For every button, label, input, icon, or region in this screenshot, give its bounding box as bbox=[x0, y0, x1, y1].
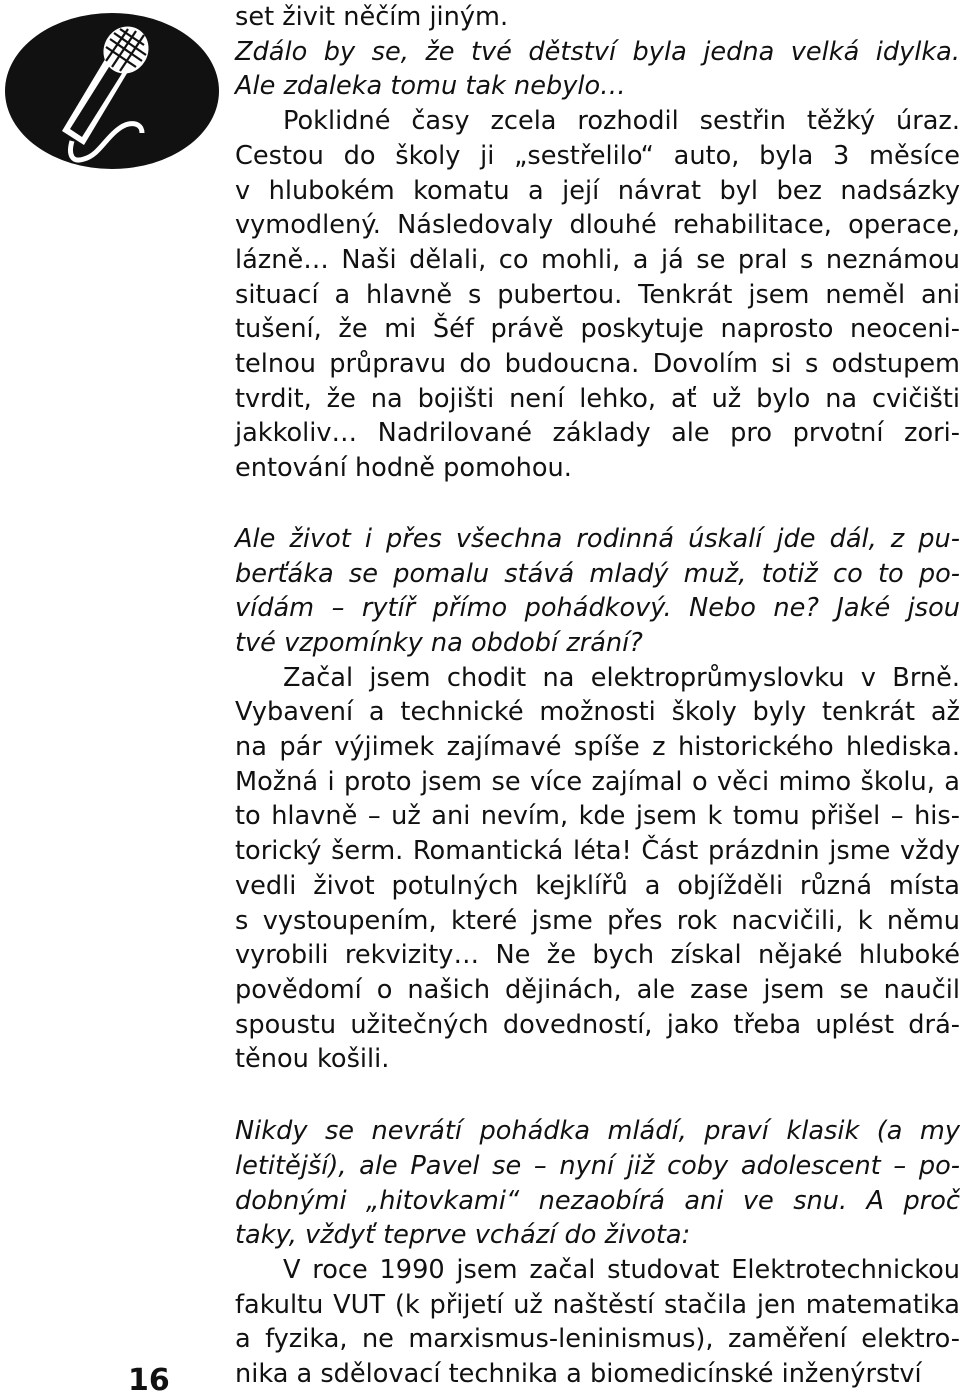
text-line: na pár výjimek zajímavé spíše z historického hlediska. bbox=[235, 732, 960, 763]
text-line: situací a hlavně s pubertou. Tenkrát jsem neměl ani bbox=[235, 279, 960, 310]
text-line: fakultu VUT (k přijetí už naštěstí stačila jen matematika bbox=[235, 1289, 960, 1320]
interview-answer bbox=[235, 104, 960, 486]
interview-question bbox=[235, 35, 960, 104]
text-line: Vybavení a technické možnosti školy byly tenkrát až bbox=[235, 697, 960, 728]
text-line: vídám – rytíř přímo pohádkový. Nebo ne? Jaké jsou bbox=[235, 593, 960, 624]
text-line: a fyzika, ne marxismus-leninismus), zaměření elektro- bbox=[235, 1324, 960, 1355]
interview-answer bbox=[235, 1253, 960, 1392]
text-line: lázně… Naši dělali, co mohli, a já se pral s neznámou bbox=[235, 244, 960, 275]
text-line: spoustu užitečných dovedností, jako třeba uplést drá- bbox=[235, 1009, 960, 1040]
microphone-logo bbox=[2, 5, 222, 170]
text-line: tvé vzpomínky na období zrání? bbox=[235, 627, 643, 658]
text-line: Poklidné časy zcela rozhodil sestřin těžký úraz. bbox=[283, 106, 960, 137]
text-line: Zdálo by se, že tvé dětství byla jedna velká idylka. bbox=[235, 36, 960, 67]
microphone-icon bbox=[2, 5, 222, 170]
text-line: Začal jsem chodit na elektroprůmyslovku v Brně. bbox=[283, 662, 960, 693]
text-line: dobnými „hitovkami“ nezaobírá ani ve snu. A proč bbox=[235, 1185, 960, 1216]
article-text bbox=[235, 0, 960, 1392]
text-line: taky, vždyť teprve vchází do života: bbox=[235, 1220, 691, 1251]
text-line: Ale zdaleka tomu tak nebylo… bbox=[235, 71, 626, 102]
text-line: Možná i proto jsem se více zajímal o věci mimo školu, a bbox=[235, 766, 960, 797]
text-line: vymodlený. Následovaly dlouhé rehabilitace, operace, bbox=[235, 210, 960, 241]
interview-answer bbox=[235, 661, 960, 1077]
text-line: vedli život potulných kejklířů a objížděli různá místa bbox=[235, 870, 960, 901]
text-line: entování hodně pomohou. bbox=[235, 453, 572, 484]
text-line: telnou průpravu do budoucna. Dovolím si s odstupem bbox=[235, 349, 960, 380]
text-line: berťáka se pomalu stává mladý muž, totiž co to po- bbox=[235, 558, 960, 589]
text-line: těnou košili. bbox=[235, 1044, 390, 1075]
text-line: nika a sdělovací technika a biomedicínské inženýrství bbox=[235, 1359, 922, 1390]
text-line: jakkoliv… Nadrilované základy ale pro prvotní zori- bbox=[235, 418, 960, 449]
text-line: V roce 1990 jsem začal studovat Elektrotechnickou bbox=[283, 1254, 960, 1285]
text-line: v hlubokém komatu a její návrat byl bez nadsázky bbox=[235, 175, 960, 206]
text-line: Nikdy se nevrátí pohádka mládí, praví klasik (a my bbox=[235, 1116, 960, 1147]
text-line: vyrobili rekvizity… Ne že bych získal nějaké hluboké bbox=[235, 940, 960, 971]
page-number: 16 bbox=[128, 1363, 170, 1398]
text-line: Ale život i přes všechna rodinná úskalí jde dál, z pu- bbox=[235, 523, 960, 554]
interview-question bbox=[235, 1114, 960, 1253]
interview-answer bbox=[235, 0, 960, 35]
text-line: letitější), ale Pavel se – nyní již coby adolescent – po- bbox=[235, 1150, 960, 1181]
text-line: Cestou do školy ji „sestřelilo“ auto, byla 3 měsíce bbox=[235, 140, 960, 171]
text-line: tvrdit, že na bojišti není lehko, ať už bylo na cvičišti bbox=[235, 383, 960, 414]
text-line: to hlavně – už ani nevím, kde jsem k tomu přišel – his- bbox=[235, 801, 960, 832]
text-line: s vystoupením, které jsme přes rok nacvičili, k němu bbox=[235, 905, 960, 936]
text-line: set živit něčím jiným. bbox=[235, 2, 509, 32]
text-line: povědomí o našich dějinách, ale zase jsem se naučil bbox=[235, 974, 960, 1005]
text-line: tušení, že mi Šéf právě poskytuje naprosto neoceni- bbox=[235, 314, 960, 345]
interview-question bbox=[235, 522, 960, 661]
text-line: torický šerm. Romantická léta! Část prázdnin jsme vždy bbox=[235, 836, 960, 867]
